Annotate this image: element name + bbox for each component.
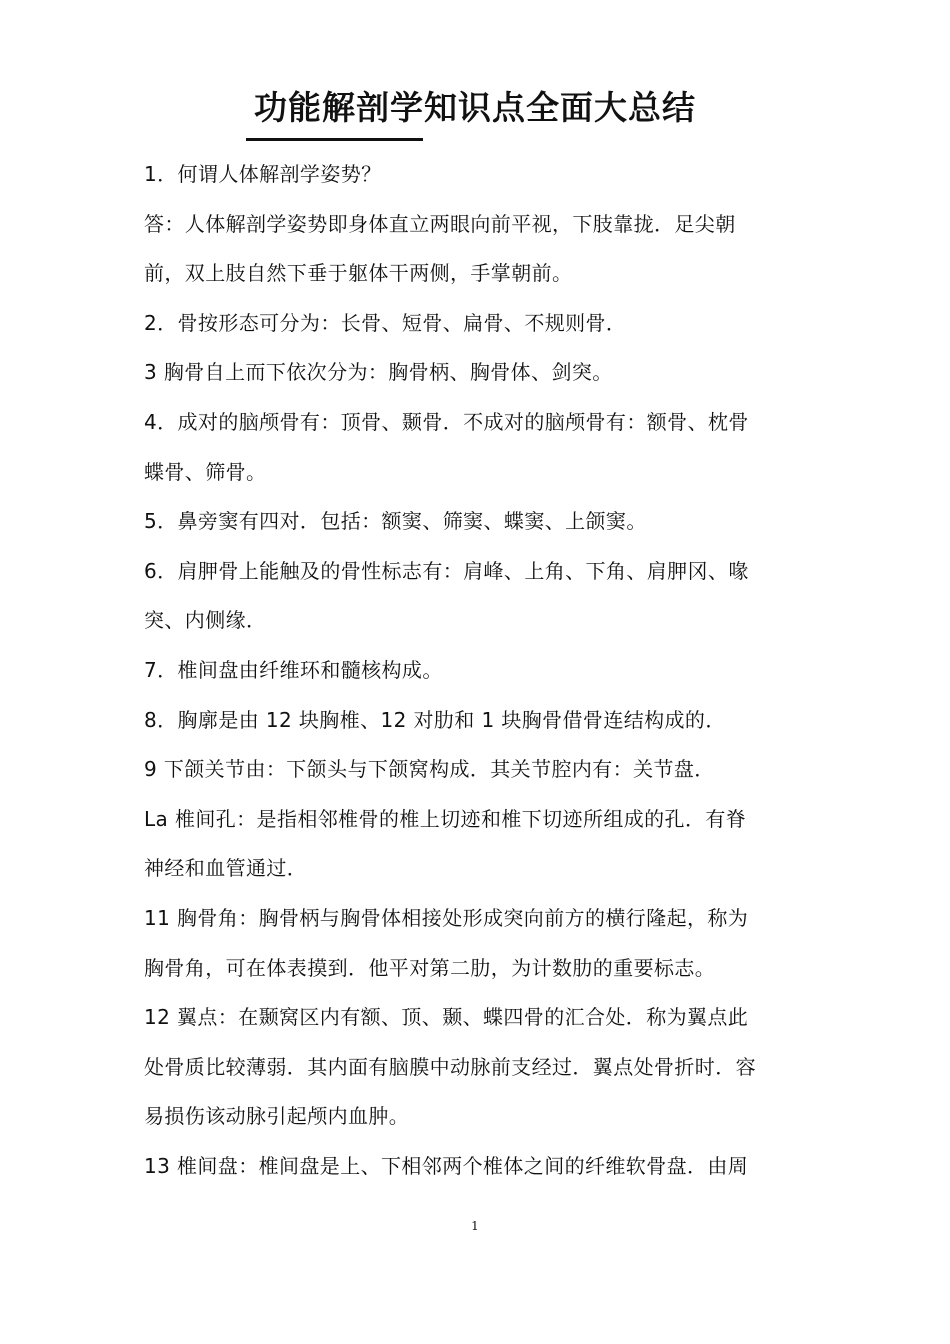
text-line: 神经和血管通过． — [144, 856, 308, 881]
page-number: 1 — [471, 1219, 479, 1233]
text-line: 答：人体解剖学姿势即身体直立两眼向前平视，下肢靠拢．足尖朝 — [144, 211, 736, 236]
title-underline — [246, 138, 423, 141]
text-line: 5．鼻旁窦有四对．包括：额窦、筛窦、蝶窦、上颌窦。 — [144, 509, 647, 534]
text-line: 1．何谓人体解剖学姿势？ — [144, 162, 382, 186]
text-line: 前，双上肢自然下垂于躯体干两侧，手掌朝前。 — [144, 261, 573, 286]
text-line: 3 胸骨自上而下依次分为：胸骨柄、胸骨体、剑突。 — [144, 360, 613, 385]
text-line: 易损伤该动脉引起颅内血肿。 — [144, 1104, 410, 1129]
text-line: 6．肩胛骨上能触及的骨性标志有：肩峰、上角、下角、肩胛冈、喙 — [144, 558, 749, 583]
text-line: 2．骨按形态可分为：长骨、短骨、扁骨、不规则骨． — [144, 310, 627, 335]
text-line: 7．椎间盘由纤维环和髓核构成。 — [144, 657, 443, 682]
text-line: 11 胸骨角：胸骨柄与胸骨体相接处形成突向前方的横行隆起，称为 — [144, 905, 749, 930]
text-line: La 椎间孔：是指相邻椎骨的椎上切迹和椎下切迹所组成的孔．有脊 — [144, 806, 747, 831]
document-body — [144, 150, 812, 1191]
text-line: 处骨质比较薄弱．其内面有脑膜中动脉前支经过．翼点处骨折时．容 — [144, 1054, 756, 1079]
page-title: 功能解剖学知识点全面大总结 — [254, 88, 696, 127]
text-line: 胸骨角，可在体表摸到．他平对第二肋，为计数肋的重要标志。 — [144, 955, 716, 980]
text-line: 9 下颌关节由：下颌头与下颌窝构成．其关节腔内有：关节盘． — [144, 757, 715, 782]
text-line: 4．成对的脑颅骨有：顶骨、颞骨．不成对的脑颅骨有：额骨、枕骨 — [144, 409, 749, 434]
text-line: 12 翼点：在颞窝区内有额、顶、颞、蝶四骨的汇合处．称为翼点此 — [144, 1005, 749, 1030]
text-line: 突、内侧缘． — [144, 608, 267, 633]
text-line: 蝶骨、筛骨。 — [144, 459, 267, 484]
text-line: 8．胸廓是由 12 块胸椎、12 对肋和 1 块胸骨借骨连结构成的． — [144, 707, 726, 732]
text-line: 13 椎间盘：椎间盘是上、下相邻两个椎体之间的纤维软骨盘．由周 — [144, 1153, 749, 1178]
